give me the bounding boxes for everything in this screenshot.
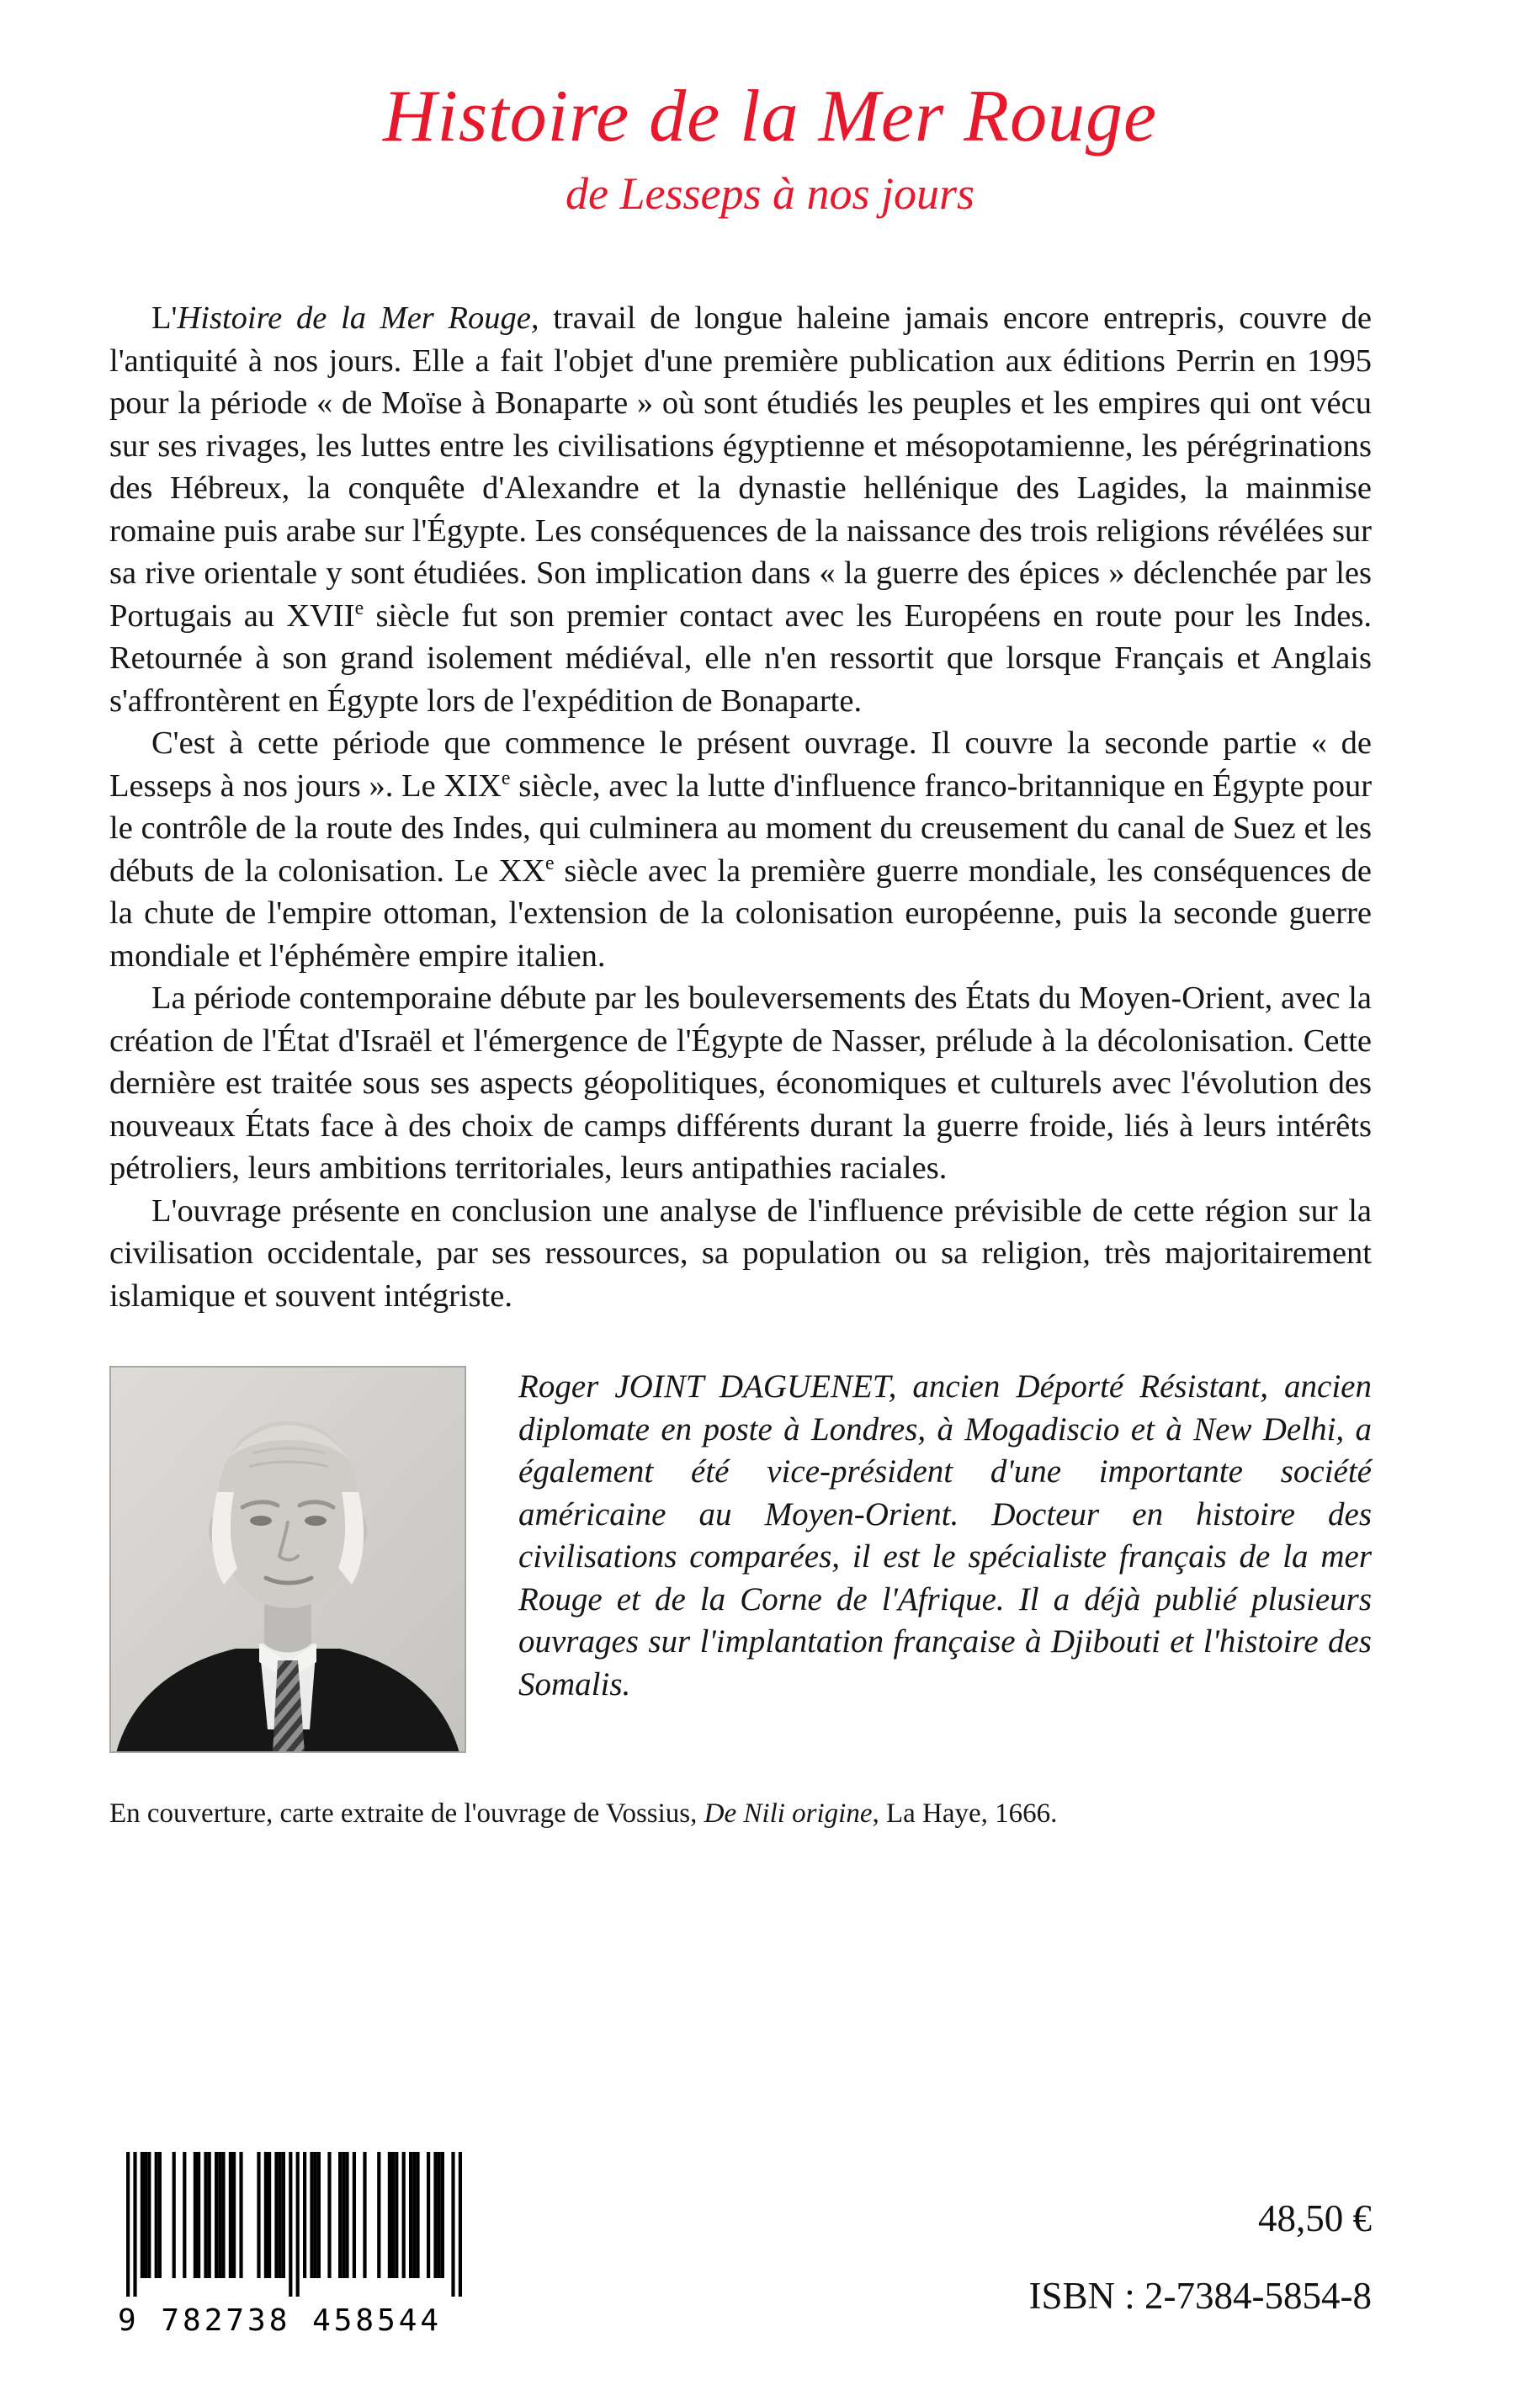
paragraph-4: L'ouvrage présente en conclusion une analyse de l'influence prévisible de cette région sur la civilisation occidentale, par ses ressources, sa population ou sa religion, très majoritairement islamique et souvent intégriste. [109,1192,1372,1314]
author-photo [109,1366,466,1753]
isbn-label: ISBN : 2-7384-5854-8 [1028,2275,1372,2317]
header [0,0,1540,220]
barcode-svg [126,2152,463,2300]
book-title: Histoire de la Mer Rouge [382,76,1158,157]
p1-superscript-e: e [354,597,364,619]
barcode [118,2152,480,2338]
p2-text-b: siècle, avec la lutte d'influence franco-britannique en Égypte pour le contrôle de la route des Indes, qui culminera au moment du creusement du canal de Suez et les débuts de la colonisation. Le XX [109,768,1373,889]
p2-superscript-e-2: e [544,852,555,874]
paragraph-3: La période contemporaine débute par les bouleversements des États du Moyen-Orient, avec la création de l'État d'Israël et l'émergence de l'Égypte de Nasser, prélude à la décolonisation. Cette dernière est traitée sous ses aspects géopolitiques, économiques et culturels avec l'évolution des nouveaux États face à des choix de camps différents durant la guerre froide, liés à leurs intérêts pétroliers, leurs ambitions territoriales, leurs antipathies raciales. [109,980,1372,1186]
p1-text-b: siècle fut son premier contact avec les Européens en route pour les Indes. Retournée à son grand isolement médiéval, elle n'en ressortit que lorsque Français et Anglais s'affrontèrent en Égypte lors de l'expédition de Bonaparte. [109,598,1372,719]
synopsis [109,297,1372,1317]
book-subtitle: de Lesseps à nos jours [565,168,975,219]
author-section [109,1366,1372,1753]
cover-note-work-title: De Nili origine [704,1798,873,1829]
p1-text-a: travail de longue haleine jamais encore entrepris, couvre de l'antiquité à nos jours. Elle a fait l'objet d'une première publication aux éditions Perrin en 1995 pour la période « de Moïse à Bonaparte » où sont étudiés les peuples et les empires qui ont vécu sur ses rivages, les luttes entre les civilisations égyptienne et mésopotamienne, les pérégrinations des Hébreux, la conquête d'Alexandre et la dynastie hellénique des Lagides, la mainmise romaine puis arabe sur l'Égypte. Les conséquences de la naissance des trois religions révélées sur sa rive orientale y sont étudiées. Son implication dans « la guerre des épices » déclenchée par les Portugais au XVII [109,300,1372,634]
paragraph-2 [109,722,1372,977]
cover-note-text-b: , La Haye, 1666. [872,1798,1058,1829]
author-bio: Roger JOINT DAGUENET, ancien Déporté Résistant, ancien diplomate en poste à Londres, à Mogadiscio et à New Delhi, a également été vice-président d'une importante société américaine au Moyen-Orient. Docteur en histoire des civilisations comparées, il est le spécialiste français de la mer Rouge et de la Corne de l'Afrique. Il a déjà publié plusieurs ouvrages sur l'implantation française à Djibouti et l'histoire des Somalis. [518,1368,1372,1702]
author-portrait-illustration [109,1366,466,1753]
p2-superscript-e-1: e [501,767,511,789]
cover-note-text-a: En couverture, carte extraite de l'ouvrage de Vossius, [109,1798,704,1829]
paragraph-1 [109,297,1372,722]
p1-lead: L' [151,300,178,336]
barcode-digits: 9 782738 458544 [118,2303,443,2338]
p1-book-title-mention: Histoire de la Mer Rouge, [177,300,539,336]
p2-text-c: siècle avec la première guerre mondiale, les conséquences de la chute de l'empire ottoman, l'extension de la colonisation européenne, puis la seconde guerre mondiale et l'éphémère empire italien. [109,853,1372,974]
price-label: 48,50 € [1258,2197,1372,2239]
price-isbn-block [1029,2196,1372,2318]
p2-text-a: C'est à cette période que commence le présent ouvrage. Il couvre la seconde partie « de Lesseps à nos jours ». Le XIX [109,725,1372,804]
cover-note [109,1798,1372,1830]
